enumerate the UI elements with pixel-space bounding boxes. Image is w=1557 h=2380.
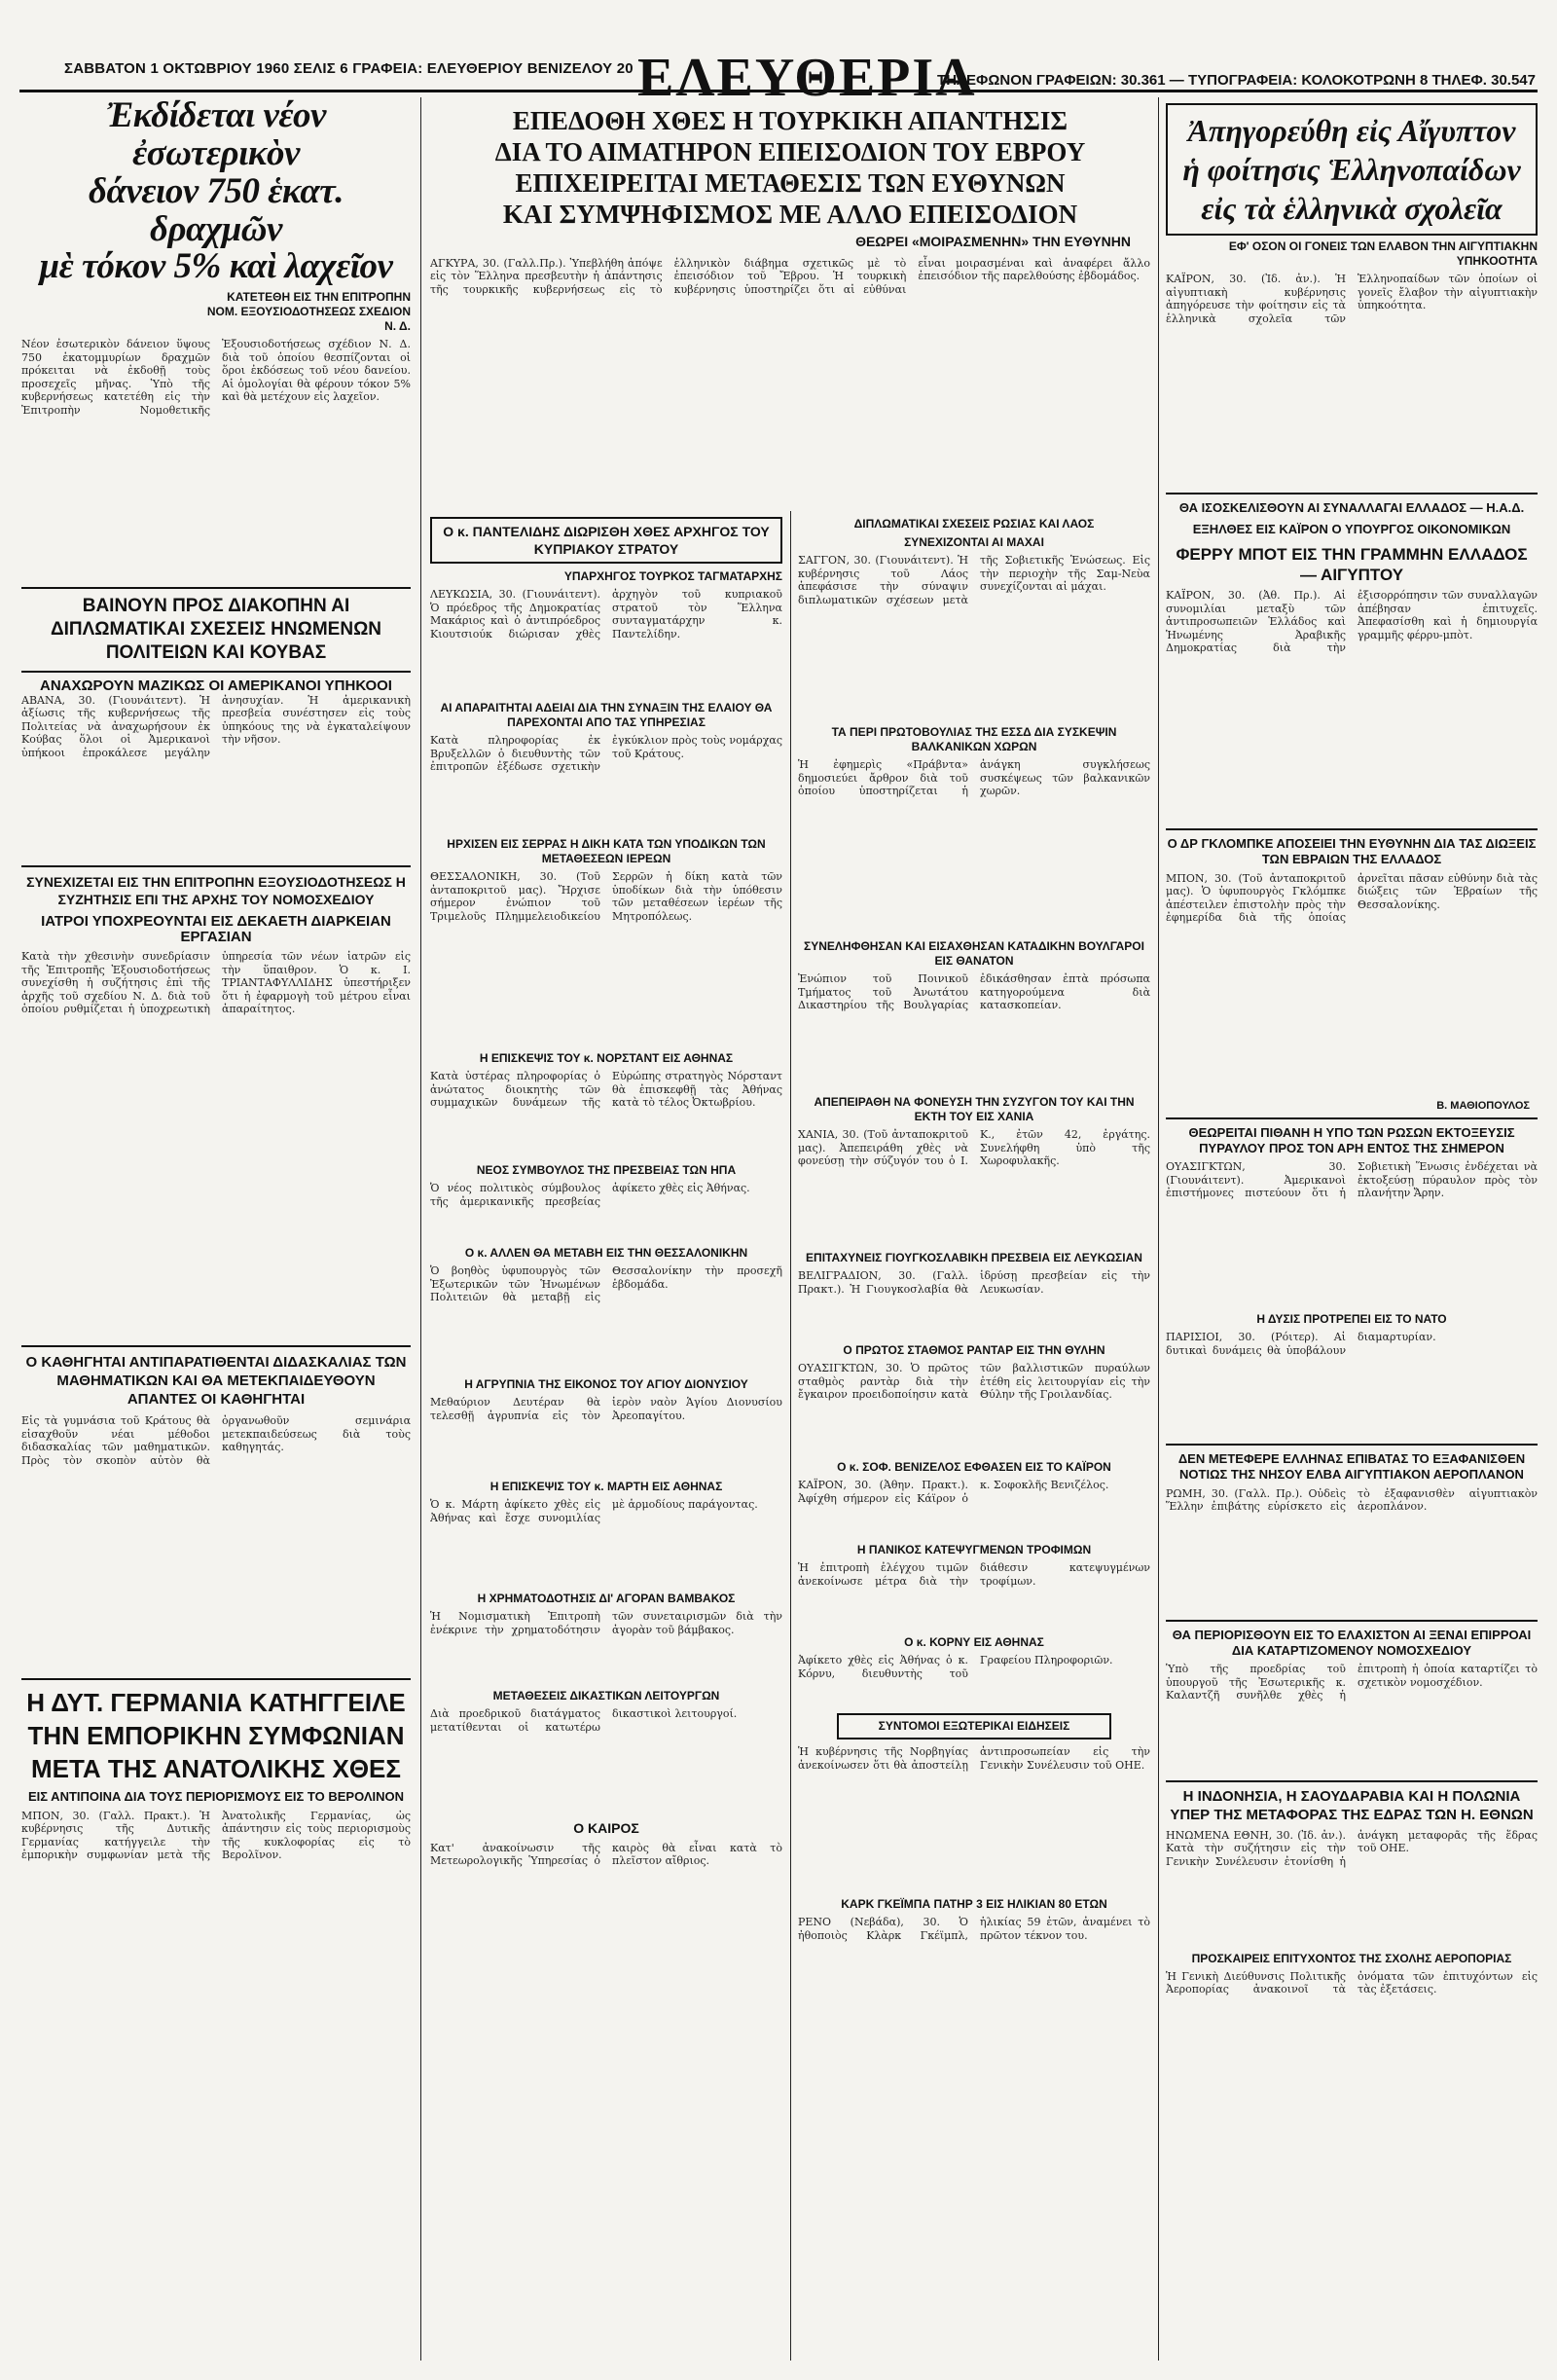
teachers-headline: Ο ΚΑΘΗΓΗΤΑΙ ΑΝΤΙΠΑΡΑΤΙΘΕΝΤΑΙ ΔΙΔΑΣΚΑΛΙΑΣ ΤΩΝ ΜΑΘΗΜΑΤΙΚΩΝ ΚΑΙ ΘΑ ΜΕΤΕΚΠΑΙΔΕΥΘΟΥΝ ΑΠΑΝΤΕΣ ΟΙ ΚΑΘΗΓΗΤΑΙ: [25, 1354, 407, 1409]
airline-article: Ἡ Γενικὴ Διεύθυνσις Πολιτικῆς Ἀεροπορίας ἀνακοινοῖ τὰ ὀνόματα τῶν ἐπιτυχόντων εἰς τὰς ἐξετάσεις.: [1166, 1969, 1538, 1996]
short-news-headline: ΣΥΝΤΟΜΟΙ ΕΞΩΤΕΡΙΚΑΙ ΕΙΔΗΣΕΙΣ: [878, 1719, 1070, 1733]
balkan-article: Ἡ ἐφημερὶς «Πράβντα» δημοσιεύει ἄρθρον διὰ τοῦ ὁποίου ὑποστηρίζεται ἡ ἀνάγκη συγκλήσεως συσκέψεως τῶν βαλκανικῶν χωρῶν.: [798, 758, 1150, 797]
yugoslavia-article: ΒΕΛΙΓΡΑΔΙΟΝ, 30. (Γαλλ. Πρακτ.). Ἡ Γιουγκοσλαβία θὰ ἱδρύσῃ πρεσβείαν εἰς τὴν Λευκωσίαν.: [798, 1269, 1150, 1296]
section-rule: [1166, 828, 1538, 830]
radar-headline: Ο ΠΡΩΤΟΣ ΣΤΑΘΜΟΣ ΡΑΝΤΑΡ ΕΙΣ ΤΗΝ ΘΥΛΗΝ: [843, 1343, 1105, 1357]
globke-article: ΜΠΟΝ, 30. (Τοῦ ἀνταποκριτοῦ μας). Ὁ ὑφυπουργὸς Γκλόμπκε ἀπέστειλεν ἐπιστολὴν πρὸς τὴν ἐφημερίδα διὰ τῆς ὁποίας ἀρνεῖται πᾶσαν εὐθύνην διὰ τὰς διώξεις τῶν Ἑβραίων τῆς Θεσσαλονίκης.: [1166, 871, 1538, 924]
icon-headline: Η ΑΓΡΥΠΝΙΑ ΤΗΣ ΕΙΚΟΝΟΣ ΤΟΥ ΑΓΙΟΥ ΔΙΟΝΥΣΙΟΥ: [464, 1377, 748, 1391]
visit-headline: Η ΕΠΙΣΚΕΨΙΣ ΤΟΥ κ. ΝΟΡΣΤΑΝΤ ΕΙΣ ΑΘΗΝΑΣ: [479, 1051, 734, 1065]
judges-article: Διὰ προεδρικοῦ διατάγματος μετατίθενται οἱ κατωτέρω δικαστικοὶ λειτουργοί.: [430, 1707, 738, 1734]
plane-headline: ΔΕΝ ΜΕΤΕΦΕΡΕ ΕΛΛΗΝΑΣ ΕΠΙΒΑΤΑΣ ΤΟ ΕΞΑΦΑΝΙΣΘΕΝ ΝΟΤΙΩΣ ΤΗΣ ΝΗΣΟΥ ΕΛΒΑ ΑΙΓΥΠΤΙΑΚΟΝ ΑΕΡΟΠΛΑΝΟΝ: [1177, 1451, 1526, 1483]
lead-article: ΑΓΚΥΡΑ, 30. (Γαλλ.Πρ.). Ὑπεβλήθη ἀπόψε εἰς τὸν Ἕλληνα πρεσβευτὴν ἡ ἀπάντησις τῆς τουρκικῆς κυβερνήσεως εἰς τὸ ἑλληνικὸν διάβημα σχετικῶς μὲ τὸ ἐπεισόδιον τοῦ Ἔβρου. Ἡ τουρκικὴ κυβέρνησις ὑποστηρίζει ὅτι αἱ εὐθύναι εἶναι μοιρασμέναι καὶ ἀναφέρει ἄλλο ἐπεισόδιον τῆς παρελθούσης ἐβδομάδος.: [430, 256, 1150, 296]
cotton-article: Ἡ Νομισματικὴ Ἐπιτροπὴ ἐνέκρινε τὴν χρηματοδότησιν τῶν συνεταιρισμῶν διὰ τὴν ἀγορὰν τοῦ βάμβακος.: [430, 1610, 782, 1636]
masthead-phone-line: ΤΗΛΕΦΩΝΟΝ ΓΡΑΦΕΙΩΝ: 30.361 — ΤΥΠΟΓΡΑΦΕΙΑ: ΚΟΛΟΚΟΤΡΩΝΗ 8 ΤΗΛΕΦ. 30.547: [937, 72, 1536, 89]
section-rule: [21, 865, 411, 867]
doctors-subheadline: ΙΑΤΡΟΙ ΥΠΟΧΡΕΟΥΝΤΑΙ ΕΙΣ ΔΕΚΑΕΤΗ ΔΙΑΡΚΕΙΑΝ ΕΡΓΑΣΙΑΝ: [41, 912, 391, 945]
korny-article: Ἀφίκετο χθὲς εἰς Ἀθήνας ὁ κ. Κόρνυ, διευθυντὴς τοῦ Γραφείου Πληροφοριῶν.: [798, 1654, 1113, 1680]
cyprus-subheadline: ΥΠΑΡΧΗΓΟΣ ΤΟΥΡΚΟΣ ΤΑΓΜΑΤΑΡΧΗΣ: [563, 569, 782, 583]
gable-article: ΡΕΝΟ (Νεβάδα), 30. Ὁ ἠθοποιὸς Κλὰρκ Γκέϊμπλ, ἡλικίας 59 ἐτῶν, ἀναμένει τὸ πρῶτον τέκνον του.: [798, 1916, 1150, 1942]
priests-headline: ΗΡΧΙΣΕΝ ΕΙΣ ΣΕΡΡΑΣ Η ΔΙΚΗ ΚΑΤΑ ΤΩΝ ΥΠΟΔΙΚΩΝ ΤΩΝ ΜΕΤΑΘΕΣΕΩΝ ΙΕΡΕΩΝ: [447, 837, 766, 865]
cuba-headline: ΒΑΙΝΟΥΝ ΠΡΟΣ ΔΙΑΚΟΠΗΝ ΑΙ ΔΙΠΛΩΜΑΤΙΚΑΙ ΣΧΕΣΕΙΣ ΗΝΩΜΕΝΩΝ ΠΟΛΙΤΕΙΩΝ ΚΑΙ ΚΟΥΒΑΣ: [50, 596, 382, 664]
newspaper-title: ΕΛΕΥΘΕΡΙΑ: [637, 48, 977, 108]
venizelos-headline: Ο κ. ΣΟΦ. ΒΕΝΙΖΕΛΟΣ ΕΦΘΑΣΕΝ ΕΙΣ ΤΟ ΚΑΪΡΟΝ: [837, 1460, 1111, 1474]
laos-article: ΣΑΓΓΟΝ, 30. (Γιουνάιτεντ). Ἡ κυβέρνησις τοῦ Λάος ἀπεφάσισε τὴν σύναψιν διπλωματικῶν σχέσεων μετὰ τῆς Σοβιετικῆς Ἑνώσεως. Εἰς τὴν περιοχὴν τῆς Σαμ-Νεὺα συνεχίζονται αἱ μάχαι.: [798, 554, 1150, 606]
cyprus-article: ΛΕΥΚΩΣΙΑ, 30. (Γιουνάιτεντ). Ὁ πρόεδρος τῆς Δημοκρατίας Μακάριος καὶ ὁ ἀντιπρόεδρος Κιουτσιούκ διώρισαν χθὲς ἀρχηγὸν τοῦ κυπριακοῦ στρατοῦ τὸν Ἕλληνα συνταγματάρχην κ. Παντελίδην.: [430, 588, 782, 641]
radar-article: ΟΥΑΣΙΓΚΤΩΝ, 30. Ὁ πρῶτος σταθμὸς ραντὰρ διὰ τὴν ἔγκαιρον προειδοποίησιν κατὰ τῶν βαλλιστικῶν πυραύλων ἐτέθη εἰς λειτουργίαν εἰς τὴν Θύλην τῆς Γροιλανδίας.: [798, 1362, 1150, 1401]
judges-headline: ΜΕΤΑΘΕΣΕΙΣ ΔΙΚΑΣΤΙΚΩΝ ΛΕΙΤΟΥΡΓΩΝ: [492, 1689, 720, 1703]
loan-headline-line: μὲ τόκον 5% καὶ λαχεῖον: [39, 246, 393, 287]
germany-subheadline: ΕΙΣ ΑΝΤΙΠΟΙΝΑ ΔΙΑ ΤΟΥΣ ΠΕΡΙΟΡΙΣΜΟΥΣ ΕΙΣ ΤΟ ΒΕΡΟΛΙΝΟΝ: [27, 1789, 405, 1805]
masthead-rule: [19, 90, 1538, 92]
section-rule: [1166, 1780, 1538, 1782]
column-divider: [1158, 97, 1159, 2361]
section-rule: [1166, 493, 1538, 494]
ferry-article: ΚΑΪΡΟΝ, 30. (Ἀθ. Πρ.). Αἱ συνομιλίαι μεταξὺ τῶν ἀντιπροσωπειῶν Ἑλλάδος καὶ Ἡνωμένης Ἀραβικῆς Δημοκρατίας διὰ τὴν ἐξισορρόπησιν τῶν συναλλαγῶν ἀπέβησαν ἐπιτυχεῖς. Ἀπεφασίσθη καὶ ἡ δημιουργία γραμμῆς φέρρυ-μπὸτ.: [1166, 589, 1538, 654]
section-rule: [1166, 1620, 1538, 1622]
bill-headline: ΘΑ ΠΕΡΙΟΡΙΣΘΟΥΝ ΕΙΣ ΤΟ ΕΛΑΧΙΣΤΟΝ ΑΙ ΞΕΝΑΙ ΕΠΙΡΡΟΑΙ ΔΙΑ ΚΑΤΑΡΤΙΖΟΜΕΝΟΥ ΝΟΜΟΣΧΕΔΙΟΥ: [1172, 1627, 1532, 1658]
doctors-article: Κατὰ τὴν χθεσινὴν συνεδρίασιν τῆς Ἐπιτροπῆς Ἐξουσιοδοτήσεως συνεχίσθη ἡ συζήτησις ἐπὶ τῆς ἀρχῆς τοῦ σχεδίου Ν. Δ. διὰ τοῦ ὁποίου ρυθμίζεται ἡ ὑποχρεωτικὴ ὑπηρεσία τῶν νέων ἰατρῶν εἰς τὴν ὕπαιθρον. Ὁ κ. Ι. ΤΡΙΑΝΤΑΦΥΛΛΙΔΗΣ ὑπεστήριξεν ὅτι ἡ ἐφαρμογὴ τοῦ μέτρου εἶναι ἀπαραίτητος.: [21, 950, 411, 1016]
bulgaria-headline: ΣΥΝΕΛΗΦΘΗΣΑΝ ΚΑΙ ΕΙΣΑΧΘΗΣΑΝ ΚΑΤΑΔΙΚΗΝ ΒΟΥΛΓΑΡΟΙ ΕΙΣ ΘΑΝΑΤΟΝ: [804, 939, 1144, 968]
icon-article: Μεθαύριον Δευτέραν θὰ τελεσθῇ ἀγρυπνία εἰς τὸν ἱερὸν ναὸν Ἁγίου Διονυσίου Ἀρεοπαγίτου.: [430, 1396, 782, 1422]
food-headline: Η ΠΑΝΙΚΟΣ ΚΑΤΕΨΥΓΜΕΝΩΝ ΤΡΟΦΙΜΩΝ: [856, 1543, 1092, 1556]
cyprus-box: [430, 517, 782, 564]
balkan-headline: ΤΑ ΠΕΡΙ ΠΡΩΤΟΒΟΥΛΙΑΣ ΤΗΣ ΕΣΣΔ ΔΙΑ ΣΥΣΚΕΨΙΝ ΒΑΛΚΑΝΙΚΩΝ ΧΩΡΩΝ: [831, 725, 1117, 753]
column-divider: [420, 97, 421, 2361]
chania-headline: ΑΠΕΠΕΙΡΑΘΗ ΝΑ ΦΟΝΕΥΣΗ ΤΗΝ ΣΥΖΥΓΟΝ ΤΟΥ ΚΑΙ ΤΗΝ ΕΚΤΗ ΤΟΥ ΕΙΣ ΧΑΝΙΑ: [814, 1095, 1135, 1123]
korny-headline: Ο κ. ΚΟΡΝΥ ΕΙΣ ΑΘΗΝΑΣ: [904, 1635, 1044, 1649]
doctors-headline: ΣΥΝΕΧΙΖΕΤΑΙ ΕΙΣ ΤΗΝ ΕΠΙΤΡΟΠΗΝ ΕΞΟΥΣΙΟΔΟΤΗΣΕΩΣ Η ΣΥΖΗΤΗΣΙΣ ΕΠΙ ΤΗΣ ΑΡΧΗΣ ΤΟΥ ΝΟΜΟΣΧΕΔΙΟΥ: [26, 873, 406, 907]
embassy-headline: ΝΕΟΣ ΣΥΜΒΟΥΛΟΣ ΤΗΣ ΠΡΕΣΒΕΙΑΣ ΤΩΝ ΗΠΑ: [476, 1163, 737, 1177]
section-rule: [1166, 1117, 1538, 1119]
cyprus-headline: Ο κ. ΠΑΝΤΕΛΙΔΗΣ ΔΙΩΡΙΣΘΗ ΧΘΕΣ ΑΡΧΗΓΟΣ ΤΟΥ ΚΥΠΡΙΑΚΟΥ ΣΤΡΑΤΟΥ: [443, 524, 770, 557]
loan-headline-line: Ἐκδίδεται νέον ἐσωτερικὸν: [106, 97, 326, 173]
egypt-headline-line: εἰς τὰ ἑλληνικὰ σχολεῖα: [1201, 191, 1503, 226]
bulgaria-article: Ἐνώπιον τοῦ Ποινικοῦ Τμήματος τοῦ Ἀνωτάτου Δικαστηρίου τῆς Βουλγαρίας ἐδικάσθησαν ἐπτὰ πρόσωπα κατηγορούμενα διὰ κατασκοπείαν.: [798, 972, 1150, 1011]
marti-article: Ὁ κ. Μάρτη ἀφίκετο χθὲς εἰς Ἀθήνας καὶ ἔσχε συνομιλίας μὲ ἁρμοδίους παράγοντας.: [430, 1498, 758, 1524]
section-rule: [21, 1345, 411, 1347]
section-rule: [21, 1678, 411, 1680]
priests-article: ΘΕΣΣΑΛΟΝΙΚΗ, 30. (Τοῦ ἀνταποκριτοῦ μας). Ἤρχισε σήμερον ἐνώπιον τοῦ Τριμελοῦς Πλημμελειοδικείου Σερρῶν ἡ δίκη κατὰ τῶν ὑποδίκων διὰ τὴν ὑπόθεσιν τῶν μεταθέσεων ἱερέων τῆς Μητροπόλεως.: [430, 870, 782, 923]
chania-article: ΧΑΝΙΑ, 30. (Τοῦ ἀνταποκριτοῦ μας). Ἀπεπειράθη χθὲς νὰ φονεύσῃ τὴν σύζυγόν του ὁ Ι. Κ., ἐτῶν 42, ἐργάτης. Συνελήφθη ὑπὸ τῆς Χωροφυλακῆς.: [798, 1128, 1150, 1167]
germany-headline: Η ΔΥΤ. ΓΕΡΜΑΝΙΑ ΚΑΤΗΓΓΕΙΛΕ ΤΗΝ ΕΜΠΟΡΙΚΗΝ ΣΥΜΦΩΝΙΑΝ ΜΕΤΑ ΤΗΣ ΑΝΑΤΟΛΙΚΗΣ ΧΘΕΣ: [26, 1688, 406, 1784]
weather-article: Κατ' ἀνακοίνωσιν τῆς Μετεωρολογικῆς Ὑπηρεσίας ὁ καιρὸς θὰ εἶναι κατὰ τὸ πλεῖστον αἴθριος.: [430, 1841, 782, 1867]
loan-headline: [21, 97, 411, 286]
column-right: [1166, 97, 1538, 2361]
cuba-subheadline: ΑΝΑΧΩΡΟΥΝ ΜΑΖΙΚΩΣ ΟΙ ΑΜΕΡΙΚΑΝΟΙ ΥΠΗΚΟΟΙ: [40, 677, 392, 695]
section-rule: [21, 671, 411, 673]
column-center-left: [430, 511, 782, 2361]
rocket-article: ΟΥΑΣΙΓΚΤΩΝ, 30. (Γιουνάιτεντ). Ἀμερικανοὶ ἐπιστήμονες πιστεύουν ὅτι ἡ Σοβιετικὴ Ἕνωσις ἐνδέχεται νὰ ἐκτοξεύσῃ πύραυλον πρὸς τὸν πλανήτην Ἄρην.: [1166, 1160, 1538, 1199]
section-rule: [21, 587, 411, 589]
egypt-headline-line: ἡ φοίτησις Ἑλληνοπαίδων: [1182, 152, 1521, 187]
weather-headline: Ο ΚΑΙΡΟΣ: [573, 1820, 639, 1836]
indonesia-article: ΗΝΩΜΕΝΑ ΕΘΝΗ, 30. (Ἰδ. ἀν.). Κατὰ τὴν συζήτησιν εἰς τὴν Γενικὴν Συνέλευσιν ἐτονίσθη ἡ ἀνάγκη μεταφορᾶς τῆς ἕδρας τοῦ ΟΗΕ.: [1166, 1828, 1538, 1868]
short-news-box: [837, 1713, 1111, 1739]
column-left: [21, 97, 411, 2361]
indonesia-headline: Η ΙΝΔΟΝΗΣΙΑ, Η ΣΑΟΥΔΑΡΑΒΙΑ ΚΑΙ Η ΠΟΛΩΝΙΑ ΥΠΕΡ ΤΗΣ ΜΕΤΑΦΟΡΑΣ ΤΗΣ ΕΔΡΑΣ ΤΩΝ Η. ΕΘΝΩΝ: [1170, 1788, 1534, 1823]
loan-subheadline: ΚΑΤΕΤΕΘΗ ΕΙΣ ΤΗΝ ΕΠΙΤΡΟΠΗΝ ΝΟΜ. ΕΞΟΥΣΙΟΔΟΤΗΣΕΩΣ ΣΧΕΔΙΟΝ Ν. Δ.: [206, 290, 411, 334]
nato-headline: Η ΔΥΣΙΣ ΠΡΟΤΡΕΠΕΙ ΕΙΣ ΤΟ ΝΑΤΟ: [1256, 1312, 1447, 1326]
marti-headline: Η ΕΠΙΣΚΕΨΙΣ ΤΟΥ κ. ΜΑΡΤΗ ΕΙΣ ΑΘΗΝΑΣ: [489, 1480, 723, 1493]
lead-headline-line: ΕΠΕΔΟΘΗ ΧΘΕΣ Η ΤΟΥΡΚΙΚΗ ΑΠΑΝΤΗΣΙΣ: [512, 106, 1068, 135]
trade-subheadline: ΕΞΗΛΘΕΣ ΕΙΣ ΚΑΪΡΟΝ Ο ΥΠΟΥΡΓΟΣ ΟΙΚΟΝΟΜΙΚΩΝ: [1192, 522, 1511, 537]
embassy-article: Ὁ νέος πολιτικὸς σύμβουλος τῆς ἀμερικανικῆς πρεσβείας ἀφίκετο χθὲς εἰς Ἀθήνας.: [430, 1182, 750, 1208]
lead-story: [430, 97, 1150, 506]
lead-headline-line: ΕΠΙΧΕΙΡΕΙΤΑΙ ΜΕΤΑΘΕΣΙΣ ΤΩΝ ΕΥΘΥΝΩΝ: [515, 168, 1066, 198]
loan-headline-line: δάνειον 750 ἑκατ. δραχμῶν: [89, 170, 344, 249]
nato-article: ΠΑΡΙΣΙΟΙ, 30. (Ρόιτερ). Αἱ δυτικαὶ δυνάμεις θὰ ὑποβάλουν διαμαρτυρίαν.: [1166, 1331, 1436, 1357]
cotton-headline: Η ΧΡΗΜΑΤΟΔΟΤΗΣΙΣ ΔΙ' ΑΓΟΡΑΝ ΒΑΜΒΑΚΟΣ: [477, 1592, 736, 1605]
egypt-headline-line: Ἀπηγορεύθη εἰς Αἴγυπτον: [1187, 113, 1516, 148]
masthead: [0, 0, 1557, 108]
thessaloniki-headline: Ο κ. ΑΛΛΕΝ ΘΑ ΜΕΤΑΒΗ ΕΙΣ ΤΗΝ ΘΕΣΣΑΛΟΝΙΚΗΝ: [464, 1246, 748, 1260]
yugoslavia-headline: ΕΠΙΤΑΧΥΝΕΙΣ ΓΙΟΥΓΚΟΣΛΑΒΙΚΗ ΠΡΕΣΒΕΙΑ ΕΙΣ ΛΕΥΚΩΣΙΑΝ: [806, 1251, 1142, 1264]
germany-article: ΜΠΟΝ, 30. (Γαλλ. Πρακτ.). Ἡ κυβέρνησις τῆς Δυτικῆς Γερμανίας κατήγγειλε τὴν ἐμπορικὴν συμφωνίαν μετὰ τῆς Ἀνατολικῆς Γερμανίας, ὡς ἀπάντησιν εἰς τοὺς περιορισμοὺς τῆς κυκλοφορίας εἰς τὸ Βερολῖνον.: [21, 1809, 411, 1862]
short-news-article: Ἡ κυβέρνησις τῆς Νορβηγίας ἀνεκοίνωσεν ὅτι θὰ ἀποστείλῃ ἀντιπροσωπείαν εἰς τὴν Γενικὴν Συνέλευσιν τοῦ ΟΗΕ.: [798, 1745, 1150, 1772]
trade-headline: ΘΑ ΙΣΟΣΚΕΛΙΣΘΟΥΝ ΑΙ ΣΥΝΑΛΛΑΓΑΙ ΕΛΛΑΔΟΣ — Η.Α.Δ.: [1178, 500, 1525, 515]
lead-subheadline: ΘΕΩΡΕΙ «ΜΟΙΡΑΣΜΕΝΗΝ» ΤΗΝ ΕΥΘΥΝΗΝ: [855, 234, 1131, 249]
globke-signature: Β. ΜΑΘΙΟΠΟΥΛΟΣ: [1436, 1099, 1530, 1112]
lead-headline-line: ΚΑΙ ΣΥΜΨΗΦΙΣΜΟΣ ΜΕ ΑΛΛΟ ΕΠΕΙΣΟΔΙΟΝ: [502, 200, 1078, 229]
lead-headline-line: ΔΙΑ ΤΟ ΑΙΜΑΤΗΡΟΝ ΕΠΕΙΣΟΔΙΟΝ ΤΟΥ ΕΒΡΟΥ: [494, 137, 1086, 166]
bill-article: Ὑπὸ τῆς προεδρίας τοῦ ὑπουργοῦ τῆς Ἐσωτερικῆς κ. Καλαντζῆ συνῆλθε χθὲς ἡ ἐπιτροπὴ ἡ ὁποία καταρτίζει τὸ σχετικὸν νομοσχέδιον.: [1166, 1663, 1538, 1702]
globke-headline: Ο ΔΡ ΓΚΛΟΜΠΚΕ ΑΠΟΣΕΙΕΙ ΤΗΝ ΕΥΘΥΝΗΝ ΔΙΑ ΤΑΣ ΔΙΩΞΕΙΣ ΤΩΝ ΕΒΡΑΙΩΝ ΤΗΣ ΕΛΛΑΔΟΣ: [1167, 836, 1537, 867]
plane-article: ΡΩΜΗ, 30. (Γαλλ. Πρ.). Οὐδεὶς Ἕλλην ἐπιβάτης εὑρίσκετο εἰς τὸ ἐξαφανισθὲν αἰγυπτιακὸν ἀεροπλάνον.: [1166, 1486, 1538, 1513]
food-article: Ἡ ἐπιτροπὴ ἐλέγχου τιμῶν ἀνεκοίνωσε μέτρα διὰ τὴν διάθεσιν κατεψυγμένων τροφίμων.: [798, 1561, 1150, 1588]
laos-subheadline: ΣΥΝΕΧΙΖΟΝΤΑΙ ΑΙ ΜΑΧΑΙ: [904, 535, 1044, 549]
egypt-subheadline: ΕΦ' ΟΣΟΝ ΟΙ ΓΟΝΕΙΣ ΤΩΝ ΕΛΑΒΟΝ ΤΗΝ ΑΙΓΥΠΤΙΑΚΗΝ ΥΠΗΚΟΟΤΗΤΑ: [1228, 239, 1538, 268]
column-center-right: [798, 511, 1150, 2361]
column-divider: [790, 511, 791, 2361]
permits-headline: ΑΙ ΑΠΑΡΑΙΤΗΤΑΙ ΑΔΕΙΑΙ ΔΙΑ ΤΗΝ ΣΥΝΑΞΙΝ ΤΗΣ ΕΛΑΙΟΥ ΘΑ ΠΑΡΕΧΟΝΤΑΙ ΑΠΟ ΤΑΣ ΥΠΗΡΕΣΙΑΣ: [440, 701, 773, 729]
ferry-headline: ΦΕΡΡΥ ΜΠΟΤ ΕΙΣ ΤΗΝ ΓΡΑΜΜΗΝ ΕΛΛΑΔΟΣ — ΑΙΓΥΠΤΟΥ: [1176, 544, 1528, 584]
rocket-headline: ΘΕΩΡΕΙΤΑΙ ΠΙΘΑΝΗ Η ΥΠΟ ΤΩΝ ΡΩΣΩΝ ΕΚΤΟΞΕΥΣΙΣ ΠΥΡΑΥΛΟΥ ΠΡΟΣ ΤΟΝ ΑΡΗ ΕΝΤΟΣ ΤΗΣ ΣΗΜΕΡΟΝ: [1188, 1124, 1515, 1155]
gable-headline: ΚΑΡΚ ΓΚΕΪΜΠΑ ΠΑΤΗΡ 3 ΕΙΣ ΗΛΙΚΙΑΝ 80 ΕΤΩΝ: [841, 1897, 1107, 1911]
permits-article: Κατὰ πληροφορίας ἐκ Βρυξελλῶν ὁ διευθυντὴς τῶν ἐπιτροπῶν ἐξέδωσε σχετικὴν ἐγκύκλιον πρὸς τοὺς νομάρχας τοῦ Κράτους.: [430, 734, 782, 773]
cuba-article: ΑΒΑΝΑ, 30. (Γιουνάιτεντ). Ἡ ἀξίωσις τῆς κυβερνήσεως τῆς Πολιτείας νὰ ἀναχωρήσουν ἐκ Κούβας ὅλοι οἱ Ἀμερικανοὶ ὑπήκοοι ἐπροκάλεσε μεγάλην ἀνησυχίαν. Ἡ ἀμερικανικὴ πρεσβεία συνέστησεν εἰς τοὺς ὑπηκόους της νὰ ἐγκαταλείψουν τὴν νῆσον.: [21, 693, 411, 759]
russia-laos-headline: ΔΙΠΛΩΜΑΤΙΚΑΙ ΣΧΕΣΕΙΣ ΡΩΣΙΑΣ ΚΑΙ ΛΑΟΣ: [853, 517, 1095, 531]
section-rule: [1166, 1444, 1538, 1446]
visit-article: Κατὰ ὑστέρας πληροφορίας ὁ ἀνώτατος διοικητὴς τῶν συμμαχικῶν δυνάμεων τῆς Εὐρώπης στρατηγὸς Νόρσταντ θὰ ἐπισκεφθῇ τὰς Ἀθήνας κατὰ τὸ τέλος Ὀκτωβρίου.: [430, 1070, 782, 1109]
loan-article: Νέον ἐσωτερικὸν δάνειον ὕψους 750 ἑκατομμυρίων δραχμῶν πρόκειται νὰ ἐκδοθῇ τοὺς προσεχεῖς μῆνας. Ὑπὸ τῆς κυβερνήσεως κατετέθη εἰς τὴν Ἐπιτροπὴν Νομοθετικῆς Ἐξουσιοδοτήσεως σχέδιον Ν. Δ. διὰ τοῦ ὁποίου θεσπίζονται οἱ ὅροι ἐκδόσεως τοῦ νέου δανείου. Αἱ ὁμολογίαι θὰ φέρουν τόκον 5% καὶ θὰ μετέχουν εἰς λαχεῖον.: [21, 338, 411, 417]
egypt-article: ΚΑΪΡΟΝ, 30. (Ἰδ. ἀν.). Ἡ αἰγυπτιακὴ κυβέρνησις ἀπηγόρευσε τὴν φοίτησιν εἰς τὰ ἑλληνικὰ σχολεῖα τῶν Ἑλληνοπαίδων τῶν ὁποίων οἱ γονεῖς ἔλαβον τὴν αἰγυπτιακὴν ὑπηκοότητα.: [1166, 273, 1538, 325]
egypt-headline-box: [1166, 103, 1538, 236]
venizelos-article: ΚΑΪΡΟΝ, 30. (Ἀθην. Πρακτ.). Ἀφίχθη σήμερον εἰς Κάϊρον ὁ κ. Σοφοκλῆς Βενιζέλος.: [798, 1479, 1109, 1505]
thessaloniki-article: Ὁ βοηθὸς ὑφυπουργὸς τῶν Ἐξωτερικῶν τῶν Ἡνωμένων Πολιτειῶν θὰ μεταβῇ εἰς Θεσσαλονίκην τὴν προσεχῆ ἑβδομάδα.: [430, 1264, 782, 1303]
masthead-date-line: ΣΑΒΒΑΤΟΝ 1 ΟΚΤΩΒΡΙΟΥ 1960 ΣΕΛΙΣ 6 ΓΡΑΦΕΙΑ: ΕΛΕΥΘΕΡΙΟΥ ΒΕΝΙΖΕΛΟΥ 20: [64, 60, 634, 77]
airline-headline: ΠΡΟΣΚΑΙΡΕΙΣ ΕΠΙΤΥΧΟΝΤΟΣ ΤΗΣ ΣΧΟΛΗΣ ΑΕΡΟΠΟΡΙΑΣ: [1191, 1951, 1512, 1965]
teachers-article: Εἰς τὰ γυμνάσια τοῦ Κράτους θὰ εἰσαχθοῦν νέαι μέθοδοι διδασκαλίας τῶν μαθηματικῶν. Πρὸς τὸν σκοπὸν αὐτὸν θὰ ὀργανωθοῦν σεμινάρια μετεκπαιδεύσεως διὰ τοὺς καθηγητάς.: [21, 1414, 411, 1467]
